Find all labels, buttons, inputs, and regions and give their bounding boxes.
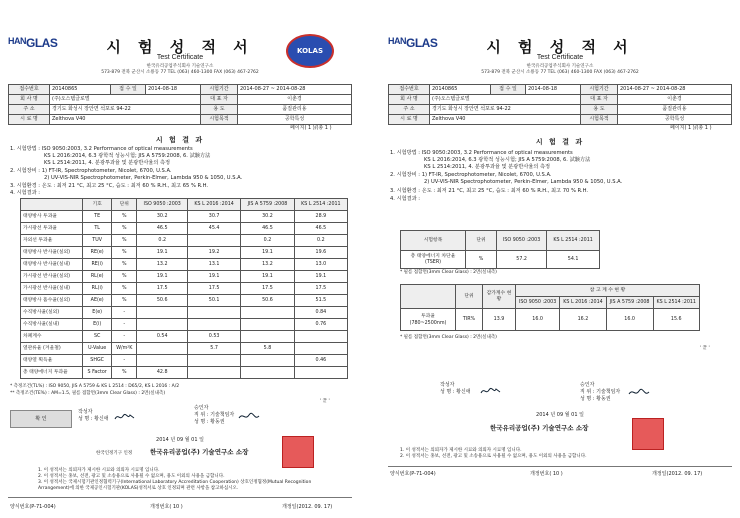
results-title: 시 험 결 과 [155, 136, 205, 144]
environment-line: 3. 시험환경 : 온도 : 최저 21 °C, 최고 25 °C, 습도 : 최저 60 % R.H., 최고 70 % R.H. [390, 188, 589, 194]
cell-value: - [112, 355, 137, 367]
table-note: ** 측정조건(TE%) : AM=1.5, 필름 접합면(3mm Clear Glass) : 2면(실내측) [10, 391, 166, 396]
certificate-page-2 [380, 0, 740, 518]
column-header: ISO 9050 :2003 [137, 199, 188, 211]
method-line: KS L 2514:2011, 4. 분광투과율 및 분광반사율의 측정 [424, 164, 551, 170]
row-label: 수직방사율(실내) [21, 319, 83, 331]
revision-number: 개정번호( 10 ) [530, 471, 563, 477]
table-row [21, 343, 348, 355]
column-header: 단위 [112, 199, 137, 211]
institute-info: 한국유리공업주식회사 기술연구소 573-879 전북 군산시 소룡동 77 TEL (063) 460-1300 FAX (063) 467-2762 [481, 64, 639, 75]
cell-value: 13.1 [188, 259, 241, 271]
tser-table: 시험항목 단위 ISO 9050 :2003 KS L 2514 :2011 총 태양에너지 차단율 (TSER) % 57.2 54.1 [400, 230, 600, 269]
cell-value: 17.5 [241, 283, 295, 295]
cell-value: SC [83, 331, 112, 343]
cell-value: 50.6 [241, 295, 295, 307]
cell-value [188, 307, 241, 319]
method-line: KS L 2016:2014, 6.3 광학적 성능시험; JIS A 5759:2008, 6. 試験方法 [44, 153, 211, 159]
official-seal [632, 418, 664, 450]
cell-value: % [112, 295, 137, 307]
cell-value: W/m²K [112, 343, 137, 355]
cell-value: U-Value [83, 343, 112, 355]
note-line: 2. 이 성적서는 홍보, 선전, 광고 및 소송용으로 사용될 수 없으며, 용도 이외의 사용을 금합니다. [400, 454, 587, 459]
cell-value [137, 307, 188, 319]
table-row [21, 211, 348, 223]
row-label: 가시광선 반사율(실외) [21, 271, 83, 283]
revision-date: 개정일(2012. 09. 17) [652, 471, 703, 477]
cell-value: 17.5 [137, 283, 188, 295]
approver-position: 직 위 : 기술책임자 [194, 412, 235, 418]
cell-value [137, 319, 188, 331]
confirm-box: 확 인 [10, 410, 72, 428]
cell-value: 19.1 [137, 271, 188, 283]
row-label: 태양방사 투과율 [21, 211, 83, 223]
approver-position: 직 위 : 기술책임자 [580, 389, 621, 395]
environment-line: 3. 시험환경 : 온도 : 최저 21 °C, 최고 25 °C, 습도 : 최저 60 % R.H., 최고 65 % R.H. [10, 183, 209, 189]
equipment-line: 2) UV-VIS-NIR Spectrophotometer, Perkin-Elmer, Lambda 950 & 1050, U.S.A. [44, 175, 243, 181]
cell-value: SHGC [83, 355, 112, 367]
cell-value: 19.1 [188, 271, 241, 283]
end-mark: ' 끝 ' [320, 399, 330, 404]
form-number: 양식번호(P-71-004) [390, 471, 436, 477]
cell-value: % [112, 283, 137, 295]
info-table: 접수번호 20140865 접 수 일 2014-08-18 시험기간 2014-08-27 ~ 2014-08-28 회 사 명 (주)오스템글로벌 대 표 자 이춘경 주 소 경기도 화성시 장안면 석포로 94-22 용 도 품질관리용 시 료 명 Zelthova V40 시험목적 공학특성 [8, 84, 352, 125]
method-line: 1. 시험방법 : ISO 9050:2003, 3.2 Performance of optical measurements [10, 146, 193, 152]
organization: 한국유리공업(주) 기술연구소 소장 [490, 424, 589, 432]
cell-value: - [112, 307, 137, 319]
column-header: KS L 2016 :2014 [188, 199, 241, 211]
author-name: 성 명 : 황신애 [440, 389, 471, 395]
cell-value: RL(e) [83, 271, 112, 283]
note-line: 2. 이 성적서는 홍보, 선전, 광고 및 소송용으로 사용될 수 없으며, 용도 이외의 사용을 금합니다. [38, 474, 225, 479]
cell-value: 0.84 [294, 307, 347, 319]
cell-value: 17.5 [294, 283, 347, 295]
cell-value [241, 355, 295, 367]
cell-value: % [112, 211, 137, 223]
result-label: 4. 시험결과 : [390, 196, 421, 202]
certificate-title: 시 험 성 적 서 [486, 38, 634, 56]
organization: 한국유리공업(주) 기술연구소 소장 [150, 448, 249, 456]
cell-value: 0.2 [241, 235, 295, 247]
column-header: 기호 [83, 199, 112, 211]
cell-value: 50.1 [188, 295, 241, 307]
issue-date: 2014 년 09 월 01 일 [156, 437, 204, 443]
table-row [21, 307, 348, 319]
cell-value [188, 367, 241, 379]
cell-value: 19.1 [241, 247, 295, 259]
cell-value: TE [83, 211, 112, 223]
table-note: * 측정조건(TL%) : ISO 9050, JIS A 5759 & KS L 2514 : D65/2, KS L 2016 : A/2 [10, 384, 180, 389]
author-name: 성 명 : 황신애 [78, 416, 109, 422]
table-row [21, 283, 348, 295]
page-number: 페이지( 1 )/(총 1 ) [670, 125, 712, 131]
cell-value: TUV [83, 235, 112, 247]
row-label: 차폐계수 [21, 331, 83, 343]
table-row [21, 295, 348, 307]
cell-value: 13.0 [294, 259, 347, 271]
note-line: Arrangement)에 의한 국제공인시험기관(KOLAS)성적서로 상호 인정되며 관련 사항을 참고하십시오. [38, 486, 239, 491]
cell-value: 5.8 [241, 343, 295, 355]
cell-value [241, 319, 295, 331]
cell-value [137, 355, 188, 367]
cell-value: 17.5 [188, 283, 241, 295]
row-label: 자외선 투과율 [21, 235, 83, 247]
cell-value: RE(e) [83, 247, 112, 259]
equipment-line: 2) UV-VIS-NIR Spectrophotometer, Perkin-Elmer, Lambda 950 & 1050, U.S.A. [424, 179, 623, 185]
hanglas-logo: $^{HAN}$GLAS [388, 36, 438, 50]
cell-value [241, 367, 295, 379]
table-row [21, 247, 348, 259]
optical-results-table [20, 198, 348, 379]
cell-value: S Factor [83, 367, 112, 379]
official-seal [282, 436, 314, 468]
cell-value: - [112, 319, 137, 331]
table-note: * 필름 접합면(3mm Clear Glass) : 2면(실내측) [400, 270, 497, 275]
table-note: * 필름 접합면(3mm Clear Glass) : 2면(실내측) [400, 335, 497, 340]
table-row [21, 259, 348, 271]
end-mark: ' 끝 ' [700, 346, 710, 351]
cell-value: % [112, 223, 137, 235]
cell-value: % [112, 247, 137, 259]
row-label: 태양방사 흡수율(실외) [21, 295, 83, 307]
cell-value: % [112, 271, 137, 283]
cell-value: 30.7 [188, 211, 241, 223]
cell-value: % [112, 367, 137, 379]
cell-value: 46.5 [137, 223, 188, 235]
cell-value: 13.2 [137, 259, 188, 271]
result-label: 4. 시험결과 : [10, 190, 41, 196]
cell-value: 0.2 [294, 235, 347, 247]
row-label: 태양열 획득율 [21, 355, 83, 367]
cell-value: 50.6 [137, 295, 188, 307]
cell-value: RE(i) [83, 259, 112, 271]
cell-value: 5.7 [188, 343, 241, 355]
cell-value: AE(e) [83, 295, 112, 307]
column-header [21, 199, 83, 211]
cell-value: 19.1 [137, 247, 188, 259]
row-label: 열관류율 (겨울철) [21, 343, 83, 355]
table-header-row [21, 199, 348, 211]
revision-number: 개정번호( 10 ) [150, 504, 183, 510]
page-number: 페이지( 1 )/(총 1 ) [290, 125, 332, 131]
info-table: 접수번호 20140865 접 수 일 2014-08-18 시험기간 2014-08-27 ~ 2014-08-28 회 사 명 (주)오스템글로벌 대 표 자 이춘경 주 소 경기도 화성시 장안면 석포로 94-22 용 도 품질관리용 시 료 명 Zelthova V40 시험목적 공학특성 [388, 84, 732, 125]
cell-value: 46.5 [241, 223, 295, 235]
row-label: 수직방사율(실외) [21, 307, 83, 319]
cell-value: E(e) [83, 307, 112, 319]
certificate-page-1 [0, 0, 360, 518]
revision-date: 개정일(2012. 09. 17) [282, 504, 333, 510]
table-row [21, 331, 348, 343]
row-label: 가시광선 반사율(실내) [21, 283, 83, 295]
issue-date: 2014 년 09 월 01 일 [536, 412, 584, 418]
cell-value [294, 343, 347, 355]
equipment-line: 2. 시험장비 : 1) FT-IR, Spectrophotometer, Nicolet, 6700, U.S.A. [390, 172, 552, 178]
cell-value [241, 307, 295, 319]
institute-info: 한국유리공업주식회사 기술연구소 573-879 전북 군산시 소룡동 77 TEL (063) 460-1300 FAX (063) 467-2762 [101, 64, 259, 75]
approver-label: 승인자 [194, 405, 209, 411]
row-label: 가시광선 투과율 [21, 223, 83, 235]
cell-value: 0.2 [137, 235, 188, 247]
note-line: 3. 이 성적서는 국제시험기관인정협력기구(International Laboratory Accreditation Cooperation) 상호인정협정(Mutual Recognition [38, 480, 312, 485]
method-line: KS L 2514:2011, 4. 분광투과율 및 분광반사율의 측정 [44, 160, 171, 166]
cell-value: 19.1 [241, 271, 295, 283]
footer-divider [388, 466, 732, 467]
row-label: 태양방사 반사율(실외) [21, 247, 83, 259]
cell-value [188, 355, 241, 367]
cell-value: E(i) [83, 319, 112, 331]
equipment-line: 2. 시험장비 : 1) FT-IR, Spectrophotometer, Nicolet, 6700, U.S.A. [10, 168, 172, 174]
author-signature [480, 386, 502, 396]
cell-value [188, 235, 241, 247]
certificate-title: 시 험 성 적 서 [106, 38, 254, 56]
author-label: 작성자 [78, 409, 93, 415]
cell-value: 30.2 [241, 211, 295, 223]
note-line: 1. 이 성적서는 의뢰자가 제시한 시료와 의뢰자 시료명 입니다. [38, 468, 160, 473]
cell-value: RL(i) [83, 283, 112, 295]
cell-value: 19.6 [294, 247, 347, 259]
note-line: 1. 이 성적서는 의뢰자가 제시한 시료와 의뢰자 시료명 입니다. [400, 448, 522, 453]
table-row [21, 355, 348, 367]
table-row [21, 223, 348, 235]
certificate-subtitle: Test Certificate [156, 54, 204, 61]
cell-value: TL [83, 223, 112, 235]
approver-signature [238, 412, 260, 422]
column-header: JIS A 5759 :2008 [241, 199, 295, 211]
cell-value: % [112, 235, 137, 247]
certificate-subtitle: Test Certificate [536, 54, 584, 61]
cell-value [137, 343, 188, 355]
cell-value: 46.5 [294, 223, 347, 235]
cell-value: 19.2 [188, 247, 241, 259]
tir-table: 단위 감가계수 현황 참 고 계 수 현 황 ISO 9050 :2003 KS L 2016 :2014 JIS A 5759 :2008 KS L 2514 :2011 투과율 (780~2500nm) TIR% 13.9 16.0 16.2 16.0 15.6 [400, 284, 700, 331]
cell-value: 0.46 [294, 355, 347, 367]
cell-value: 45.4 [188, 223, 241, 235]
cell-value [294, 331, 347, 343]
form-number: 양식번호(P-71-004) [10, 504, 56, 510]
hanglas-logo: $^{HAN}$GLAS [8, 36, 58, 50]
approver-name: 성 명 : 황동권 [580, 396, 611, 402]
kolas-logo: KOLAS [286, 34, 334, 68]
cell-value: 13.2 [241, 259, 295, 271]
cell-value: 30.2 [137, 211, 188, 223]
cell-value: 0.76 [294, 319, 347, 331]
approver-name: 성 명 : 황동권 [194, 419, 225, 425]
cell-value: 51.5 [294, 295, 347, 307]
method-line: KS L 2016:2014, 6.3 광학적 성능시험; JIS A 5759:2008, 6. 試験方法 [424, 157, 591, 163]
footer-divider [8, 497, 352, 498]
cell-value: % [112, 259, 137, 271]
cell-value [188, 319, 241, 331]
row-label: 태양방사 반사율(실내) [21, 259, 83, 271]
cell-value: 0.54 [137, 331, 188, 343]
results-title: 시 험 결 과 [535, 138, 585, 146]
table-row [21, 235, 348, 247]
author-label: 작성자 [440, 382, 455, 388]
row-label: 총 태양에너지 투과율 [21, 367, 83, 379]
kolas-note: 한국인정기구 인정 [96, 451, 133, 456]
cell-value: - [112, 331, 137, 343]
table-row [21, 319, 348, 331]
cell-value: 0.53 [188, 331, 241, 343]
column-header: KS L 2514 :2011 [294, 199, 347, 211]
cell-value: 28.9 [294, 211, 347, 223]
method-line: 1. 시험방법 : ISO 9050:2003, 3.2 Performance of optical measurements [390, 150, 573, 156]
table-row [21, 271, 348, 283]
cell-value: 42.8 [137, 367, 188, 379]
cell-value [241, 331, 295, 343]
table-row [21, 367, 348, 379]
approver-label: 승인자 [580, 382, 595, 388]
author-signature [114, 412, 136, 422]
cell-value [294, 367, 347, 379]
approver-signature [628, 388, 650, 398]
cell-value: 19.1 [294, 271, 347, 283]
